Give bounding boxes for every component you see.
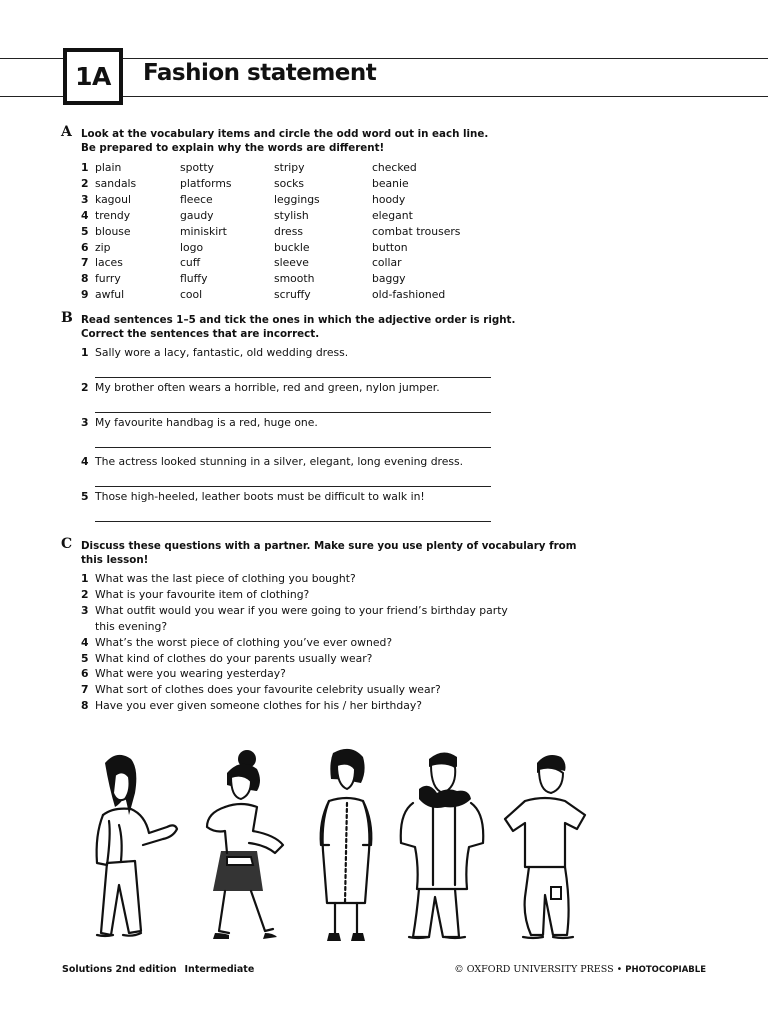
unit-badge: [63, 48, 123, 105]
vocab-word[interactable]: hoody: [372, 192, 406, 206]
question-text: What kind of clothes do your parents usually wear?: [95, 651, 373, 665]
vocab-word[interactable]: logo: [180, 240, 204, 254]
sentence-number: 2: [81, 381, 89, 394]
figure-girl-long-hair: [97, 755, 177, 936]
question-text: this evening?: [95, 619, 168, 633]
question-number: 7: [81, 683, 89, 697]
answer-line[interactable]: [95, 412, 491, 413]
question-text: What was the last piece of clothing you bought?: [95, 572, 356, 585]
vocab-word[interactable]: old-fashioned: [372, 288, 446, 302]
footer-publisher: © OXFORD UNIVERSITY PRESS: [454, 964, 614, 975]
vocab-word[interactable]: socks: [274, 176, 305, 190]
vocab-word[interactable]: scruffy: [274, 288, 311, 302]
vocab-word[interactable]: blouse: [95, 224, 131, 238]
vocab-word[interactable]: sleeve: [274, 256, 309, 270]
vocab-word[interactable]: trendy: [95, 208, 131, 222]
vocab-word[interactable]: furry: [95, 272, 121, 286]
vocab-word[interactable]: zip: [95, 240, 111, 254]
vocab-word[interactable]: smooth: [274, 272, 315, 286]
footer-level: Intermediate: [184, 964, 255, 975]
question-number: 1: [81, 572, 89, 585]
question-text: What is your favourite item of clothing?: [95, 587, 310, 601]
question-number: 8: [81, 699, 89, 713]
vocab-word[interactable]: collar: [372, 256, 402, 270]
answer-line[interactable]: [95, 521, 491, 522]
sentence-number: 3: [81, 416, 89, 429]
vocab-row-number: 3: [81, 192, 89, 206]
question-number: 2: [81, 587, 89, 601]
footer-publisher-info: [454, 964, 706, 975]
sentence-number: 1: [81, 346, 89, 359]
vocab-row-number: 7: [81, 256, 89, 270]
vocab-word[interactable]: fleece: [180, 192, 213, 206]
vocab-row-number: 4: [81, 208, 89, 222]
section-a-instruction-1: Look at the vocabulary items and circle the odd word out in each line.: [81, 128, 489, 140]
vocab-word[interactable]: platforms: [180, 176, 232, 190]
sentence-text: My favourite handbag is a red, huge one.: [95, 416, 318, 429]
section-b-instruction-1: Read sentences 1–5 and tick the ones in which the adjective order is right.: [81, 314, 516, 326]
vocab-word[interactable]: button: [372, 240, 408, 254]
vocab-word[interactable]: gaudy: [180, 208, 214, 222]
question-number: 4: [81, 635, 89, 649]
sentence-number: 4: [81, 455, 89, 468]
question-text: What’s the worst piece of clothing you’ve ever owned?: [95, 635, 393, 649]
sentence-text: My brother often wears a horrible, red and green, nylon jumper.: [95, 381, 440, 394]
vocab-word[interactable]: sandals: [95, 176, 137, 190]
sentence-item: [81, 416, 318, 430]
sentence-text: Sally wore a lacy, fantastic, old wedding dress.: [95, 346, 349, 359]
vocab-word[interactable]: combat trousers: [372, 224, 461, 238]
vocab-word[interactable]: leggings: [274, 192, 320, 206]
vocab-row-number: 9: [81, 288, 89, 302]
question-text: Have you ever given someone clothes for his / her birthday?: [95, 699, 422, 713]
question-text: What outfit would you wear if you were going to your friend’s birthday party: [95, 603, 508, 617]
vocab-word[interactable]: plain: [95, 161, 122, 174]
vocab-word[interactable]: kagoul: [95, 192, 131, 206]
sentence-item: [81, 455, 463, 469]
section-a-letter: A: [61, 124, 72, 140]
unit-label: 1A: [75, 62, 111, 91]
figure-boy-jacket: [401, 752, 484, 938]
vocab-word[interactable]: laces: [95, 256, 123, 270]
figure-girl-dress: [321, 749, 372, 941]
vocab-word[interactable]: stylish: [274, 208, 309, 222]
footer-book-title: Solutions 2nd edition: [62, 964, 177, 975]
page-title: Fashion statement: [143, 60, 377, 86]
sentence-text: The actress looked stunning in a silver, elegant, long evening dress.: [95, 455, 464, 468]
question-text: What were you wearing yesterday?: [95, 667, 286, 681]
question-text: What sort of clothes does your favourite celebrity usually wear?: [95, 683, 441, 697]
vocab-word[interactable]: stripy: [274, 161, 305, 174]
answer-line[interactable]: [95, 486, 491, 487]
section-c-instruction-2: this lesson!: [81, 554, 149, 566]
vocab-row-number: 1: [81, 161, 89, 174]
vocab-word[interactable]: miniskirt: [180, 224, 227, 238]
section-c-instruction-1: Discuss these questions with a partner. Make sure you use plenty of vocabulary from: [81, 540, 577, 552]
sentence-item: [81, 346, 348, 360]
teenagers-illustration: [75, 745, 620, 950]
answer-line[interactable]: [95, 377, 491, 378]
figure-boy-tshirt: [505, 755, 585, 938]
vocab-word[interactable]: cool: [180, 288, 203, 302]
vocab-word[interactable]: checked: [372, 161, 417, 174]
vocab-word[interactable]: baggy: [372, 272, 406, 286]
figure-girl-skirt: [207, 750, 283, 939]
footer-book-info: [62, 964, 254, 975]
vocab-word[interactable]: fluffy: [180, 272, 208, 286]
section-a-instruction-2: Be prepared to explain why the words are different!: [81, 142, 385, 154]
vocab-word[interactable]: buckle: [274, 240, 310, 254]
vocab-word[interactable]: elegant: [372, 208, 413, 222]
vocab-word[interactable]: cuff: [180, 256, 201, 270]
sentence-text: Those high-heeled, leather boots must be difficult to walk in!: [95, 490, 425, 503]
section-b-instruction-2: Correct the sentences that are incorrect.: [81, 328, 320, 340]
vocab-word[interactable]: dress: [274, 224, 303, 238]
sentence-number: 5: [81, 490, 89, 503]
answer-line[interactable]: [95, 447, 491, 448]
section-c-letter: C: [61, 536, 73, 552]
question-number: 3: [81, 603, 89, 617]
vocab-row-number: 6: [81, 240, 89, 254]
vocab-row-number: 2: [81, 176, 89, 190]
question-number: 5: [81, 651, 89, 665]
footer-separator: •: [616, 964, 623, 975]
vocab-word[interactable]: spotty: [180, 161, 214, 174]
vocab-row-number: 8: [81, 272, 89, 286]
vocab-word[interactable]: beanie: [372, 176, 409, 190]
vocab-word[interactable]: awful: [95, 288, 125, 302]
question-number: 6: [81, 667, 89, 681]
sentence-item: [81, 490, 425, 504]
vocab-row-number: 5: [81, 224, 89, 238]
footer-photocopiable: PHOTOCOPIABLE: [625, 965, 706, 975]
sentence-item: [81, 381, 440, 395]
section-b-letter: B: [61, 310, 73, 326]
